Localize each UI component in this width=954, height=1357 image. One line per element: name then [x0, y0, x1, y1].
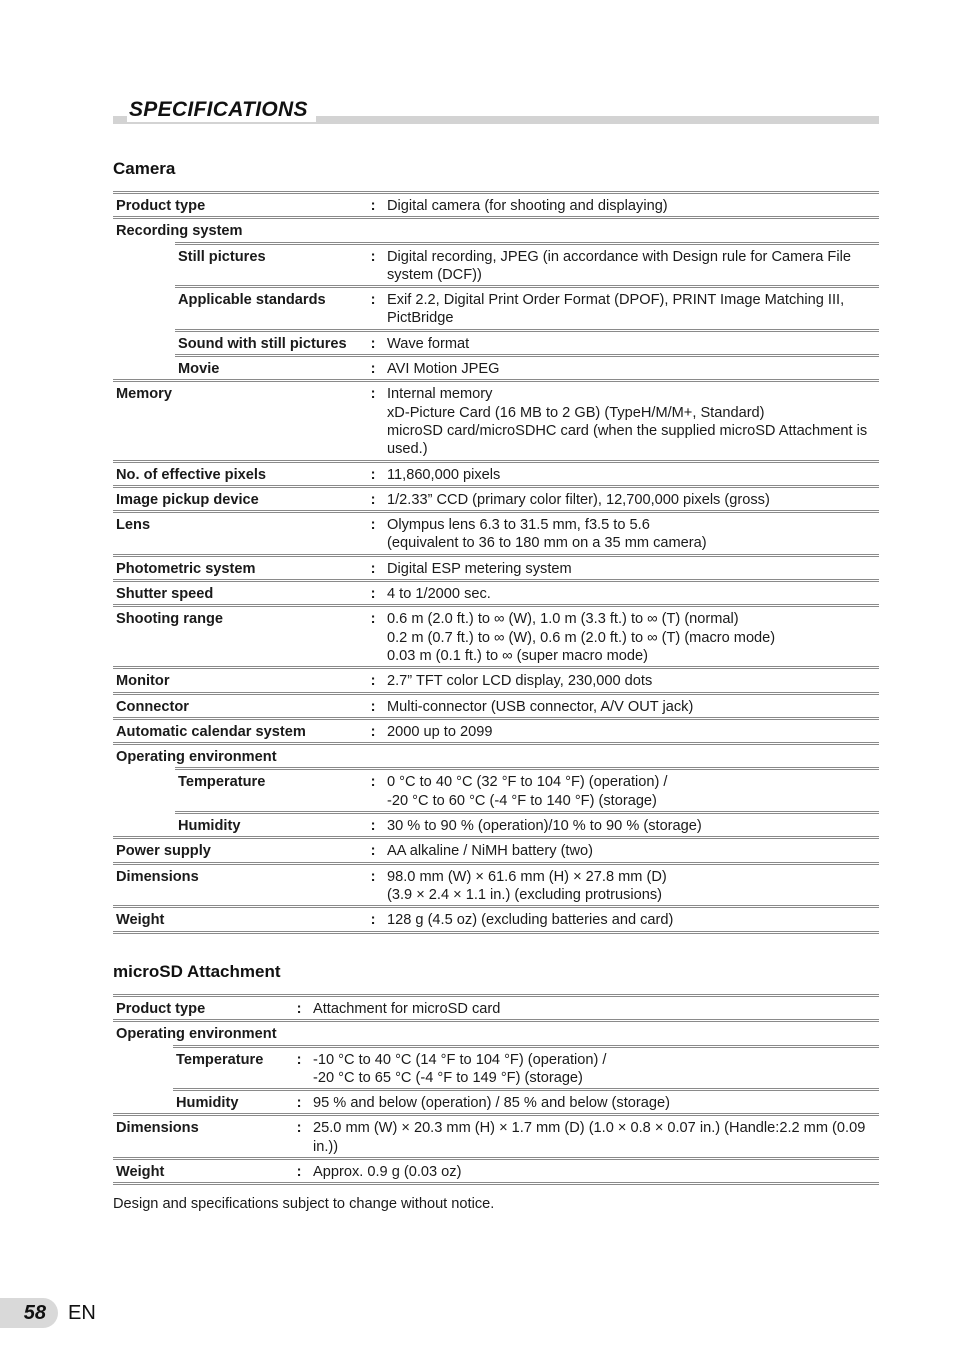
spec-value: AA alkaline / NiMH battery (two) — [384, 838, 879, 863]
spec-value: Attachment for microSD card — [310, 996, 879, 1021]
spec-colon: : — [362, 243, 384, 287]
indent-spacer — [113, 1046, 173, 1090]
spec-sub-row — [113, 356, 879, 381]
spec-label: Power supply — [113, 838, 362, 863]
spec-sub-row — [113, 769, 879, 813]
spec-value: 4 to 1/2000 sec. — [384, 581, 879, 606]
spec-group-row — [113, 744, 879, 769]
spec-row — [113, 461, 879, 486]
spec-group-label: Recording system — [113, 218, 879, 243]
language-code: EN — [68, 1302, 96, 1324]
spec-colon: : — [288, 996, 310, 1021]
spec-value: Internal memory xD-Picture Card (16 MB to 2 GB) (TypeH/M/M+, Standard) microSD card/microSDHC card (when the supplied microSD Attachment is used.) — [384, 381, 879, 461]
indent-spacer — [113, 243, 175, 287]
spec-label: Memory — [113, 381, 362, 461]
spec-label: Applicable standards — [175, 287, 362, 331]
spec-row — [113, 512, 879, 556]
spec-sub-row — [113, 1046, 879, 1090]
spec-colon: : — [362, 356, 384, 381]
spec-label: Sound with still pictures — [175, 330, 362, 355]
spec-row — [113, 486, 879, 511]
spec-value: -10 °C to 40 °C (14 °F to 104 °F) (operation) / -20 °C to 65 °C (-4 °F to 149 °F) (storage) — [310, 1046, 879, 1090]
spec-colon: : — [362, 193, 384, 218]
spec-row — [113, 863, 879, 907]
spec-row — [113, 996, 879, 1021]
spec-value: 2.7” TFT color LCD display, 230,000 dots — [384, 668, 879, 693]
spec-label: Movie — [175, 356, 362, 381]
microsd-spec-table — [113, 994, 879, 1185]
spec-label: Image pickup device — [113, 486, 362, 511]
spec-value: AVI Motion JPEG — [384, 356, 879, 381]
spec-label: Photometric system — [113, 555, 362, 580]
spec-colon: : — [362, 863, 384, 907]
page-title: SPECIFICATIONS — [127, 98, 316, 122]
spec-value: 0.6 m (2.0 ft.) to ∞ (W), 1.0 m (3.3 ft.) to ∞ (T) (normal) 0.2 m (0.7 ft.) to ∞ (W), 0.6 m (2.0 ft.) to ∞ (T) (macro mode) 0.03 m (0.1 ft.) to ∞ (super macro mode) — [384, 606, 879, 668]
spec-sub-row — [113, 287, 879, 331]
spec-colon: : — [362, 555, 384, 580]
spec-colon: : — [362, 606, 384, 668]
spec-value: Olympus lens 6.3 to 31.5 mm, f3.5 to 5.6 (equivalent to 36 to 180 mm on a 35 mm camera) — [384, 512, 879, 556]
spec-sub-row — [113, 1090, 879, 1115]
spec-colon: : — [362, 581, 384, 606]
spec-label: Weight — [113, 907, 362, 932]
spec-row — [113, 693, 879, 718]
spec-colon: : — [288, 1159, 310, 1184]
spec-label: Still pictures — [175, 243, 362, 287]
spec-row — [113, 718, 879, 743]
spec-group-label: Operating environment — [113, 1021, 879, 1046]
spec-label: Dimensions — [113, 863, 362, 907]
spec-sub-row — [113, 243, 879, 287]
spec-row — [113, 838, 879, 863]
spec-label: Lens — [113, 512, 362, 556]
spec-value: Exif 2.2, Digital Print Order Format (DPOF), PRINT Image Matching III, PictBridge — [384, 287, 879, 331]
spec-value: Digital recording, JPEG (in accordance with Design rule for Camera File system (DCF)) — [384, 243, 879, 287]
indent-spacer — [113, 769, 175, 813]
spec-sub-row — [113, 330, 879, 355]
spec-row — [113, 581, 879, 606]
spec-colon: : — [362, 813, 384, 838]
spec-label: Humidity — [173, 1090, 288, 1115]
spec-row — [113, 1159, 879, 1184]
indent-spacer — [113, 1090, 173, 1115]
spec-colon: : — [362, 330, 384, 355]
spec-label: Shooting range — [113, 606, 362, 668]
spec-value: 25.0 mm (W) × 20.3 mm (H) × 1.7 mm (D) (1.0 × 0.8 × 0.07 in.) (Handle:2.2 mm (0.09 in.)) — [310, 1115, 879, 1159]
spec-row — [113, 555, 879, 580]
spec-colon: : — [362, 907, 384, 932]
disclaimer-note: Design and specifications subject to change without notice. — [113, 1196, 495, 1212]
spec-row — [113, 381, 879, 461]
spec-colon: : — [362, 486, 384, 511]
spec-value: 128 g (4.5 oz) (excluding batteries and card) — [384, 907, 879, 932]
spec-value: 2000 up to 2099 — [384, 718, 879, 743]
indent-spacer — [113, 330, 175, 355]
spec-value: 95 % and below (operation) / 85 % and below (storage) — [310, 1090, 879, 1115]
spec-value: Digital camera (for shooting and displaying) — [384, 193, 879, 218]
spec-value: 0 °C to 40 °C (32 °F to 104 °F) (operation) / -20 °C to 60 °C (-4 °F to 140 °F) (storage) — [384, 769, 879, 813]
page-number: 58 — [23, 1302, 46, 1324]
indent-spacer — [113, 356, 175, 381]
spec-row — [113, 907, 879, 932]
spec-value: Multi-connector (USB connector, A/V OUT jack) — [384, 693, 879, 718]
spec-value: 30 % to 90 % (operation)/10 % to 90 % (storage) — [384, 813, 879, 838]
spec-label: Temperature — [173, 1046, 288, 1090]
spec-colon: : — [288, 1115, 310, 1159]
spec-label: No. of effective pixels — [113, 461, 362, 486]
spec-label: Connector — [113, 693, 362, 718]
spec-colon: : — [362, 461, 384, 486]
spec-colon: : — [362, 769, 384, 813]
spec-colon: : — [362, 287, 384, 331]
spec-label: Product type — [113, 193, 362, 218]
spec-value: Approx. 0.9 g (0.03 oz) — [310, 1159, 879, 1184]
spec-label: Monitor — [113, 668, 362, 693]
spec-colon: : — [362, 838, 384, 863]
spec-colon: : — [288, 1046, 310, 1090]
spec-row — [113, 668, 879, 693]
spec-group-label: Operating environment — [113, 744, 879, 769]
spec-group-row — [113, 218, 879, 243]
spec-row — [113, 606, 879, 668]
spec-label: Automatic calendar system — [113, 718, 362, 743]
page-title-banner — [113, 96, 879, 124]
spec-sub-row — [113, 813, 879, 838]
spec-value: 98.0 mm (W) × 61.6 mm (H) × 27.8 mm (D) (3.9 × 2.4 × 1.1 in.) (excluding protrusions) — [384, 863, 879, 907]
spec-colon: : — [362, 718, 384, 743]
spec-label: Shutter speed — [113, 581, 362, 606]
spec-label: Humidity — [175, 813, 362, 838]
camera-heading: Camera — [113, 159, 176, 178]
spec-colon: : — [362, 668, 384, 693]
spec-label: Weight — [113, 1159, 288, 1184]
spec-value: Digital ESP metering system — [384, 555, 879, 580]
spec-row — [113, 193, 879, 218]
spec-label: Product type — [113, 996, 288, 1021]
spec-label: Dimensions — [113, 1115, 288, 1159]
spec-row — [113, 1115, 879, 1159]
spec-colon: : — [288, 1090, 310, 1115]
spec-colon: : — [362, 512, 384, 556]
spec-value: 11,860,000 pixels — [384, 461, 879, 486]
page-number-tab — [0, 1298, 58, 1328]
spec-group-row — [113, 1021, 879, 1046]
spec-value: 1/2.33” CCD (primary color filter), 12,700,000 pixels (gross) — [384, 486, 879, 511]
camera-spec-table — [113, 191, 879, 934]
spec-label: Temperature — [175, 769, 362, 813]
indent-spacer — [113, 813, 175, 838]
spec-colon: : — [362, 381, 384, 461]
spec-colon: : — [362, 693, 384, 718]
spec-value: Wave format — [384, 330, 879, 355]
indent-spacer — [113, 287, 175, 331]
microsd-heading: microSD Attachment — [113, 962, 281, 981]
